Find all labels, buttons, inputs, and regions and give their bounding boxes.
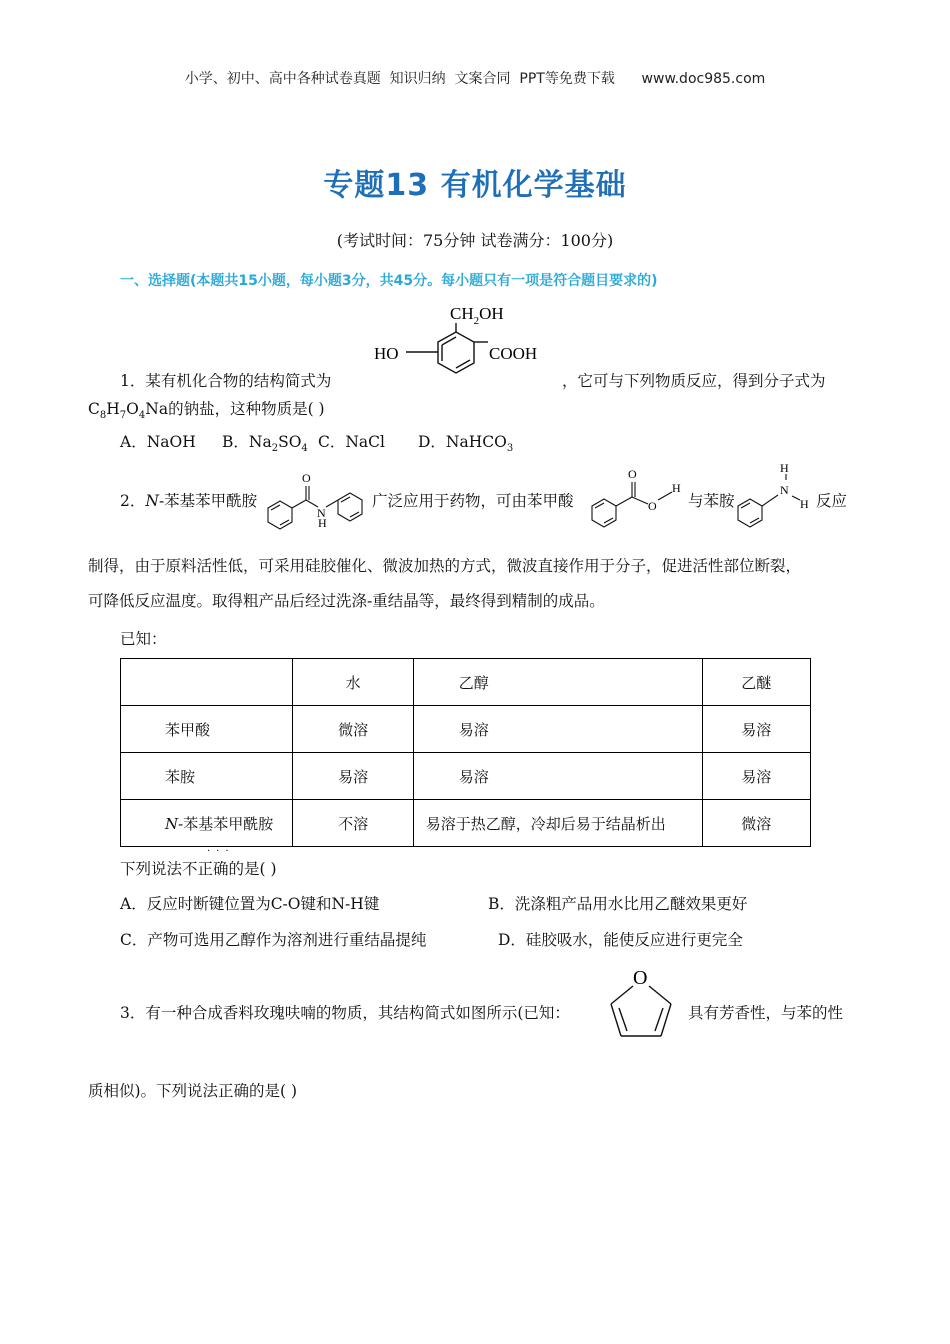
q2-product-structure: [262, 468, 374, 536]
q3-stem-prefix: 3．有一种合成香料玫瑰呋喃的物质，其结构简式如图所示(已知：: [120, 1004, 570, 1022]
aniline-structure: [734, 458, 818, 536]
benzoic-acid-structure: [588, 462, 688, 534]
furan-oxygen-label: O: [633, 967, 648, 989]
q1-option-c: C．NaCl: [318, 433, 385, 451]
exam-info: (考试时间：75分钟 试卷满分：100分): [336, 231, 614, 250]
svg-text:N: N: [317, 506, 326, 520]
section-heading: 一、选择题(本题共15小题，每小题3分，共45分。每小题只有一项是符合题目要求的): [120, 273, 658, 289]
svg-text:N: N: [780, 483, 789, 497]
q2-stem-mid1: 广泛应用于药物，可由苯甲酸: [372, 492, 574, 510]
q1-ch2oh-group: $CH_2OH$: [450, 304, 504, 327]
table-header-cell: 水: [293, 659, 413, 706]
solubility-table: [120, 658, 811, 847]
table-cell: 微溶: [702, 800, 811, 847]
q1-stem-suffix: ，它可与下列物质反应，得到分子式为: [562, 372, 826, 390]
q1-ho-group: HO: [374, 344, 399, 363]
svg-text:H: H: [780, 461, 789, 475]
q2-question: 下列说法不正确的是( ): [120, 860, 277, 878]
svg-text:H: H: [318, 516, 327, 530]
q1-stem-line2: $C_8H_7O_4Na$的钠盐，这种物质是( ): [88, 400, 325, 422]
q2-option-b: B．洗涤粗产品用水比用乙醚效果更好: [488, 895, 748, 913]
svg-text:H: H: [672, 481, 681, 495]
table-cell: 易溶: [702, 753, 811, 800]
svg-text:H: H: [800, 497, 809, 511]
svg-text:O: O: [302, 471, 311, 485]
svg-text:O: O: [648, 499, 657, 513]
furan-structure: [603, 962, 681, 1044]
q2-option-c: C．产物可选用乙醇作为溶剂进行重结晶提纯: [120, 931, 427, 949]
table-cell: 苯胺: [121, 753, 293, 800]
q2-known-label: 已知：: [120, 630, 167, 648]
emphasis-dots: ···: [207, 846, 235, 857]
q2-stem-end: 反应: [816, 492, 848, 510]
table-cell: 易溶: [413, 706, 702, 753]
q2-paragraph-line1: 制得，由于原料活性低，可采用硅胶催化、微波加热的方式，微波直接作用于分子，促进活性部位断裂，: [88, 557, 802, 575]
table-header-cell: 乙醇: [413, 659, 702, 706]
q1-stem-prefix: 1．某有机化合物的结构简式为: [120, 372, 332, 390]
table-row: [121, 706, 811, 753]
q3-stem-line2: 质相似)。下列说法正确的是( ): [88, 1082, 298, 1100]
table-cell: 微溶: [293, 706, 413, 753]
q3-stem-suffix: 具有芳香性，与苯的性: [688, 1004, 844, 1022]
q1-formula: $C_8H_7O_4Na$: [88, 400, 169, 422]
table-cell: 苯甲酸: [121, 706, 293, 753]
table-cell: 易溶: [413, 753, 702, 800]
table-cell: [121, 659, 293, 706]
q1-option-d: D．NaHCO$_3$: [418, 433, 514, 455]
table-cell: N-苯基苯甲酰胺: [121, 800, 293, 847]
table-cell: 易溶: [702, 706, 811, 753]
table-cell: 易溶于热乙醇，冷却后易于结晶析出: [413, 800, 702, 847]
q1-structure-diagram: [372, 300, 552, 390]
table-row: [121, 753, 811, 800]
q2-paragraph-line2: 可降低反应温度。取得粗产品后经过洗涤-重结晶等，最终得到精制的成品。: [88, 592, 605, 610]
table-cell: 不溶: [293, 800, 413, 847]
q1-option-b: B．$Na_2SO_4$: [222, 433, 308, 455]
q1-option-a: A．NaOH: [120, 433, 196, 451]
table-header-row: [121, 659, 811, 706]
header-banner: 小学、初中、高中各种试卷真题 知识归纳 文案合同 PPT等免费下载 www.doc985.com: [184, 71, 766, 87]
page-title: 专题13 有机化学基础: [323, 168, 627, 203]
svg-text:O: O: [628, 467, 637, 481]
q2-option-d: D．硅胶吸水，能使反应进行更完全: [498, 931, 743, 949]
table-cell: 易溶: [293, 753, 413, 800]
q1-cooh-group: COOH: [489, 344, 538, 363]
q2-stem-prefix: 2．N-苯基苯甲酰胺: [120, 492, 258, 510]
table-header-cell: 乙醚: [702, 659, 811, 706]
q2-stem-mid2: 与苯胺: [688, 492, 735, 510]
q2-option-a: A．反应时断键位置为C-O键和N-H键: [120, 895, 380, 913]
table-row: [121, 800, 811, 847]
